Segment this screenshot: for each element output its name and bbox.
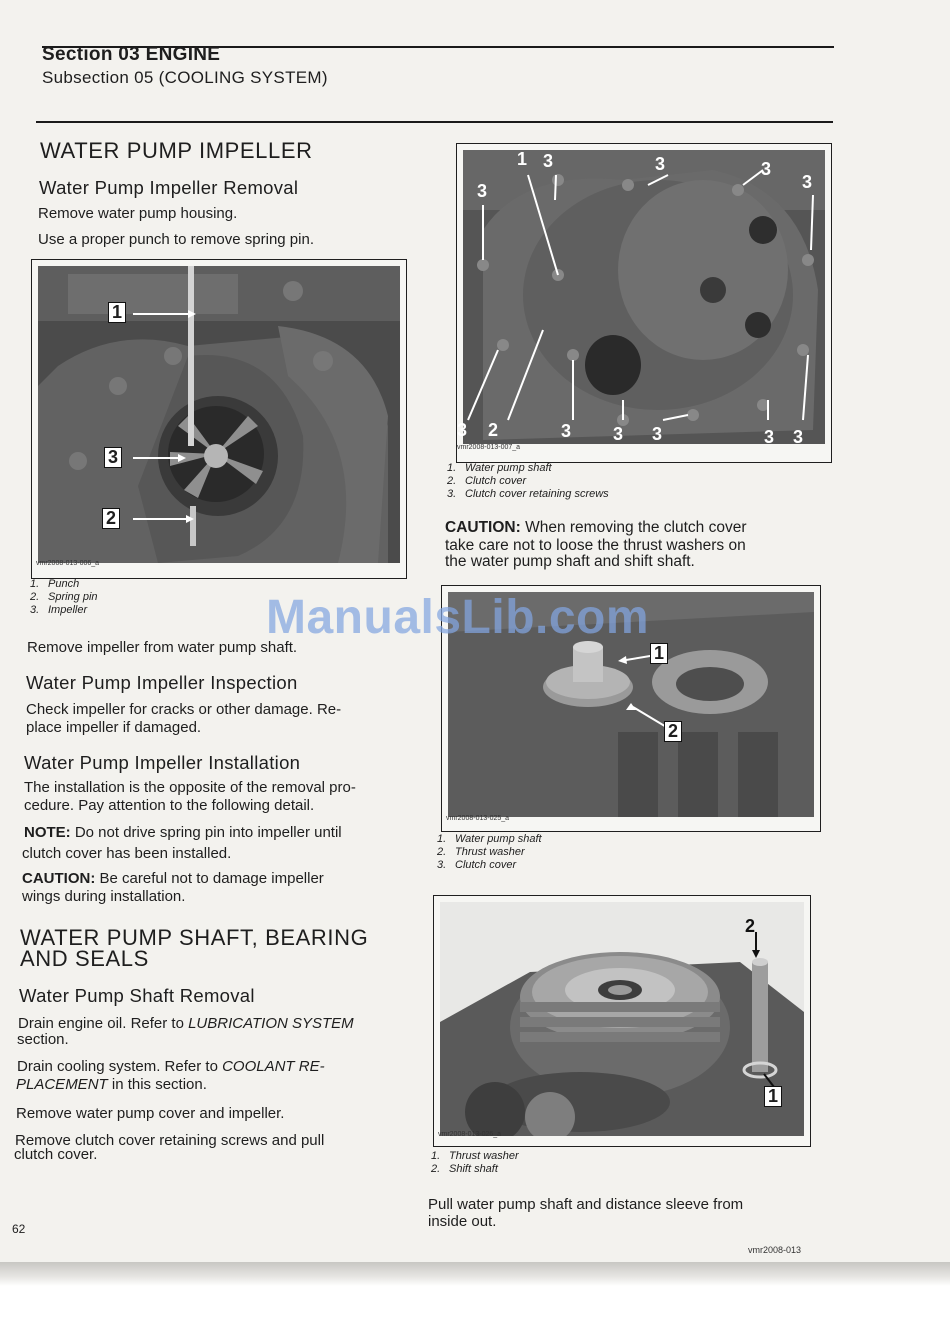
drain-cooling-tail: in this section. bbox=[107, 1076, 207, 1093]
heading-shaft-bearing-seals-1: WATER PUMP SHAFT, BEARING bbox=[20, 925, 369, 950]
inspection-line-2: place impeller if damaged. bbox=[26, 719, 202, 736]
installation-line-2: cedure. Pay attention to the following detail. bbox=[24, 797, 315, 814]
drain-cooling-line-1 bbox=[17, 1057, 325, 1076]
fig2-label-3f: 3 bbox=[457, 420, 468, 440]
fig3-callout-2: 2 bbox=[664, 721, 682, 742]
coolant-replacement-ref-2: PLACEMENT bbox=[16, 1076, 108, 1093]
legend-item: 1. Water pump shaft bbox=[437, 833, 542, 845]
coolant-replacement-ref-1: COOLANT RE- bbox=[222, 1058, 325, 1075]
legend-item: 2. Shift shaft bbox=[431, 1163, 498, 1175]
fig1-callout-3: 3 bbox=[104, 447, 122, 468]
figure-clutch-cover bbox=[456, 143, 832, 463]
fig3-code: vmr2008-013-025_a bbox=[446, 815, 510, 822]
legend-item: 2. Clutch cover bbox=[447, 475, 527, 487]
fig2-label-3i: 3 bbox=[613, 424, 624, 444]
page-number: 62 bbox=[12, 1222, 26, 1236]
legend-item: 1. Thrust washer bbox=[431, 1150, 519, 1162]
note-line-2: clutch cover has been installed. bbox=[22, 845, 232, 862]
fig2-legend bbox=[447, 462, 609, 501]
fig2-label-3a: 3 bbox=[543, 151, 554, 171]
remove-clutch-line-2: clutch cover. bbox=[14, 1146, 98, 1163]
lubrication-system-ref: LUBRICATION SYSTEM bbox=[188, 1015, 354, 1032]
legend-item: 3. Impeller bbox=[30, 604, 88, 616]
fig4-legend bbox=[431, 1150, 519, 1176]
fig2-label-3c: 3 bbox=[761, 159, 772, 179]
heading-shaft-bearing-seals-2: AND SEALS bbox=[20, 946, 149, 971]
fig2-label-2: 2 bbox=[488, 420, 499, 440]
figure-impeller-removal bbox=[31, 259, 407, 579]
fig2-label-1: 1 bbox=[517, 149, 528, 169]
removal-step-2: Use a proper punch to remove spring pin. bbox=[38, 231, 314, 248]
heading-shaft-removal: Water Pump Shaft Removal bbox=[19, 985, 255, 1006]
fig3-callout-1: 1 bbox=[650, 643, 668, 664]
caution-clutch-line-3: the water pump shaft and shift shaft. bbox=[445, 553, 695, 570]
note-line-1 bbox=[24, 823, 342, 842]
figure-shift-shaft bbox=[433, 895, 811, 1147]
caution-text: When removing the clutch cover bbox=[520, 519, 747, 536]
header-rule-bottom bbox=[36, 121, 833, 123]
fig2-label-3d: 3 bbox=[802, 172, 813, 192]
section-title: Section 03 ENGINE bbox=[42, 44, 221, 65]
fig2-label-3j: 3 bbox=[652, 424, 663, 444]
pull-shaft-line-2: inside out. bbox=[428, 1213, 497, 1230]
fig2-code: vmr2008-013-007_a bbox=[457, 444, 521, 451]
pull-shaft-line-1: Pull water pump shaft and distance sleeve from bbox=[428, 1196, 744, 1213]
legend-item: 1. Water pump shaft bbox=[447, 462, 552, 474]
drain-oil-line-2: section. bbox=[17, 1031, 69, 1048]
caution-impeller-line-2: wings during installation. bbox=[22, 888, 186, 905]
fig4-code: vmr2008-013-026_a bbox=[438, 1131, 502, 1138]
drain-cooling-line-2 bbox=[16, 1075, 207, 1094]
impeller-photo bbox=[38, 266, 400, 563]
drain-oil-text: Drain engine oil. Refer to bbox=[18, 1015, 189, 1032]
caution-clutch-line-1 bbox=[445, 518, 747, 537]
legend-item: 2. Thrust washer bbox=[437, 846, 525, 858]
inspection-line-1: Check impeller for cracks or other damage. Re- bbox=[26, 701, 342, 718]
drain-cooling-text: Drain cooling system. Refer to bbox=[17, 1058, 223, 1075]
legend-item: 3. Clutch cover retaining screws bbox=[447, 488, 609, 500]
heading-water-pump-impeller: WATER PUMP IMPELLER bbox=[40, 138, 313, 163]
fig1-code: vmr2008-013-006_a bbox=[36, 560, 100, 567]
fig2-label-3h: 3 bbox=[561, 421, 572, 441]
shift-shaft-photo bbox=[440, 902, 804, 1136]
page-bottom-edge bbox=[0, 1262, 950, 1286]
caution-impeller-line-1 bbox=[22, 869, 324, 888]
caution-text: Be careful not to damage impeller bbox=[95, 870, 324, 887]
fig2-label-3e: 3 bbox=[477, 181, 488, 201]
fig2-label-3l: 3 bbox=[793, 427, 804, 447]
legend-item: 3. Clutch cover bbox=[437, 859, 517, 871]
heading-impeller-removal: Water Pump Impeller Removal bbox=[39, 177, 299, 198]
fig1-callout-1: 1 bbox=[108, 302, 126, 323]
removal-step-1: Remove water pump housing. bbox=[38, 205, 238, 222]
note-label: NOTE: bbox=[24, 824, 71, 841]
fig3-legend bbox=[437, 833, 542, 872]
fig1-legend bbox=[30, 578, 98, 617]
legend-item: 1. Punch bbox=[30, 578, 80, 590]
remove-cover-text: Remove water pump cover and impeller. bbox=[16, 1105, 285, 1122]
heading-impeller-installation: Water Pump Impeller Installation bbox=[24, 752, 301, 773]
note-text: Do not drive spring pin into impeller until bbox=[70, 824, 342, 841]
remove-impeller-text: Remove impeller from water pump shaft. bbox=[27, 639, 298, 656]
fig4-callout-1: 1 bbox=[764, 1086, 782, 1107]
clutch-cover-photo bbox=[463, 150, 825, 444]
heading-impeller-inspection: Water Pump Impeller Inspection bbox=[26, 672, 298, 693]
caution-label: CAUTION: bbox=[22, 870, 96, 887]
watermark-logo: ManualsLib.com bbox=[266, 591, 650, 644]
caution-label: CAUTION: bbox=[445, 519, 521, 536]
fig2-label-3b: 3 bbox=[655, 154, 666, 174]
fig1-callout-2: 2 bbox=[102, 508, 120, 529]
caution-clutch-line-2: take care not to loose the thrust washers on bbox=[445, 537, 746, 554]
fig4-label-2: 2 bbox=[745, 916, 756, 936]
fig2-label-3k: 3 bbox=[764, 427, 775, 447]
remove-clutch-line-1: Remove clutch cover retaining screws and pull bbox=[15, 1132, 325, 1149]
footer-code: vmr2008-013 bbox=[748, 1245, 802, 1255]
subsection-title: Subsection 05 (COOLING SYSTEM) bbox=[42, 68, 328, 87]
legend-item: 2. Spring pin bbox=[30, 591, 98, 603]
installation-line-1: The installation is the opposite of the removal pro- bbox=[24, 779, 356, 796]
